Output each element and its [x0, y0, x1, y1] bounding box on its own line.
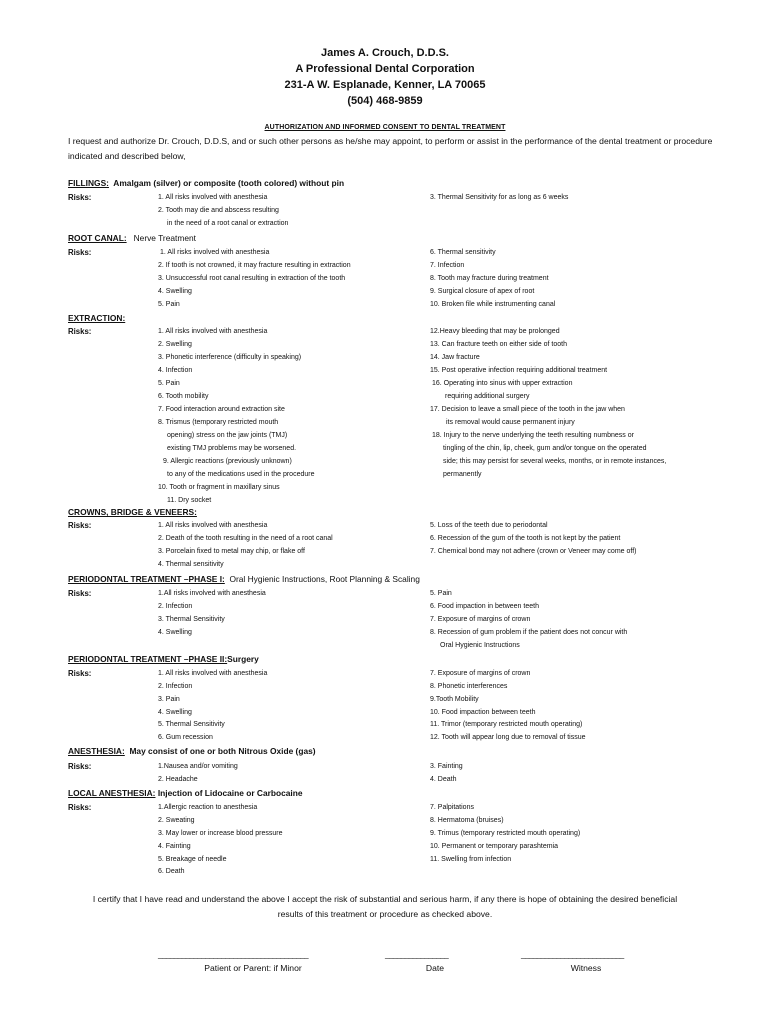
risk-item: 5. Loss of the teeth due to periodontal	[430, 522, 548, 529]
risk-item: 4. Swelling	[158, 288, 192, 295]
risk-item: 1.All risks involved with anesthesia	[158, 590, 266, 597]
risk-item: 2. Infection	[158, 603, 193, 610]
risk-item: 4. Infection	[158, 367, 193, 374]
risk-item: 7. Food interaction around extraction site	[158, 406, 285, 413]
phone: (504) 468-9859	[347, 95, 423, 107]
risk-item: 4. Fainting	[158, 843, 191, 850]
intro-paragraph: I request and authorize Dr. Crouch, D.D.S, and or such other persons as he/she may appoint, to perform or assist in the performance of the dental treatment or procedure indicated and described below,	[68, 136, 713, 161]
section-heading-local-anesthesia: LOCAL ANESTHESIA: Injection of Lidocaine or Carbocaine	[68, 788, 303, 798]
risk-item: 5. Thermal Sensitivity	[158, 721, 225, 728]
risk-item: in the need of a root canal or extraction	[167, 220, 289, 227]
risk-item: tingling of the chin, lip, cheek, gum and/or tongue on the operated	[443, 445, 647, 452]
risk-item: 3. Pain	[158, 696, 180, 703]
risk-item: 3. Fainting	[430, 763, 463, 770]
risk-item: 5. Breakage of needle	[158, 856, 227, 863]
risk-item: 7. Infection	[430, 262, 465, 269]
risk-item: Oral Hygienic Instructions	[440, 642, 520, 649]
risk-item: 6. Gum recession	[158, 734, 213, 741]
patient-signature-line[interactable]: ______________________________________	[158, 950, 309, 959]
risk-item: 9. Allergic reactions (previously unknown)	[163, 458, 292, 465]
risk-item: 12. Tooth will appear long due to removal of tissue	[430, 734, 586, 741]
risk-item: 3. Porcelain fixed to metal may chip, or flake off	[158, 548, 305, 555]
risk-item: 4. Thermal sensitivity	[158, 561, 224, 568]
risk-item: permanently	[443, 471, 482, 478]
risks-label: Risks:	[68, 521, 92, 530]
doctor-name: James A. Crouch, D.D.S.	[321, 47, 449, 59]
risk-item: 8. Trismus (temporary restricted mouth	[158, 419, 279, 426]
risk-item: 8. Phonetic interferences	[430, 683, 508, 690]
risk-item: 2. Death of the tooth resulting in the need of a root canal	[158, 535, 333, 542]
risk-item: 2. Infection	[158, 683, 193, 690]
risk-item: 2. Sweating	[158, 817, 195, 824]
address: 231-A W. Esplanade, Kenner, LA 70065	[284, 79, 486, 91]
risk-item: 6. Tooth mobility	[158, 393, 209, 400]
risk-item: 8. Hermatoma (bruises)	[430, 817, 504, 824]
document-title: AUTHORIZATION AND INFORMED CONSENT TO DENTAL TREATMENT	[264, 124, 506, 131]
risk-item: 5. Pain	[430, 590, 452, 597]
witness-signature-line[interactable]: __________________________	[521, 950, 624, 959]
date-signature-line[interactable]: ________________	[385, 950, 449, 959]
risk-item: 6. Thermal sensitivity	[430, 249, 496, 256]
risk-item: 16. Operating into sinus with upper extraction	[432, 380, 573, 387]
risk-item: 3. Unsuccessful root canal resulting in extraction of the tooth	[158, 275, 346, 282]
risk-item: 15. Post operative infection requiring additional treatment	[430, 367, 608, 374]
risk-item: 1.Allergic reaction to anesthesia	[158, 804, 258, 811]
risk-item: 14. Jaw fracture	[430, 354, 480, 361]
risk-item: 12.Heavy bleeding that may be prolonged	[430, 328, 560, 335]
risk-item: 7. Exposure of margins of crown	[430, 670, 531, 677]
risk-item: 2. Headache	[158, 776, 198, 783]
risk-item: 8. Tooth may fracture during treatment	[430, 275, 549, 282]
risk-item: 3. Thermal Sensitivity	[158, 616, 225, 623]
risk-item: 1. All risks involved with anesthesia	[158, 328, 268, 335]
risk-item: 6. Death	[158, 868, 185, 875]
risk-item: 11. Swelling from infection	[430, 856, 512, 863]
risk-item: 10. Broken file while instrumenting canal	[430, 301, 556, 308]
risk-item: 10. Tooth or fragment in maxillary sinus	[158, 484, 280, 491]
risk-item: 1. All risks involved with anesthesia	[158, 670, 268, 677]
section-heading-fillings: FILLINGS: Amalgam (silver) or composite (tooth colored) without pin	[68, 178, 345, 188]
risk-item: 9.Tooth Mobility	[430, 696, 479, 703]
risk-item: 1. All risks involved with anesthesia	[158, 194, 268, 201]
risk-item: 3. Phonetic interference (difficulty in speaking)	[158, 354, 302, 361]
section-heading-extraction: EXTRACTION:	[68, 313, 126, 323]
risk-item: 10. Permanent or temporary parashtemia	[430, 843, 559, 850]
company-name: A Professional Dental Corporation	[295, 63, 475, 75]
section-heading-anesthesia: ANESTHESIA: May consist of one or both Nitrous Oxide (gas)	[68, 746, 316, 756]
risk-item: 1.Nausea and/or vomiting	[158, 763, 238, 770]
risk-item: 6. Recession of the gum of the tooth is not kept by the patient	[430, 535, 621, 542]
risk-item: 9. Surgical closure of apex of root	[430, 288, 535, 295]
section-heading-perio-phase-1: PERIODONTAL TREATMENT –PHASE I: Oral Hygienic Instructions, Root Planning & Scaling	[68, 574, 420, 584]
section-heading-perio-phase-2: PERIODONTAL TREATMENT –PHASE II:Surgery	[68, 654, 259, 664]
risk-item: 4. Death	[430, 776, 457, 783]
risk-item: 18. Injury to the nerve underlying the teeth resulting numbness or	[432, 432, 634, 439]
risk-item: 13. Can fracture teeth on either side of tooth	[430, 341, 567, 348]
risks-label: Risks:	[68, 327, 92, 336]
risk-item: opening) stress on the jaw joints (TMJ)	[167, 432, 288, 439]
risks-label: Risks:	[68, 193, 92, 202]
risk-item: 1. All risks involved with anesthesia	[160, 249, 270, 256]
risk-item: 4. Swelling	[158, 629, 192, 636]
risk-item: 7. Chemical bond may not adhere (crown or Veneer may come off)	[430, 548, 637, 555]
risk-item: side; this may persist for several weeks, months, or in remote instances,	[443, 458, 667, 465]
risk-item: requiring additional surgery	[445, 393, 530, 400]
risk-item: 5. Pain	[158, 380, 180, 387]
risks-label: Risks:	[68, 248, 92, 257]
section-heading-root-canal: ROOT CANAL: Nerve Treatment	[68, 233, 196, 243]
risk-item: 10. Food impaction between teeth	[430, 709, 536, 716]
risks-label: Risks:	[68, 669, 92, 678]
risk-item: 2. Swelling	[158, 341, 192, 348]
risk-item: 3. Thermal Sensitivity for as long as 6 weeks	[430, 194, 569, 201]
risk-item: 3. May lower or increase blood pressure	[158, 830, 283, 837]
risks-label: Risks:	[68, 762, 92, 771]
risk-item: 1. All risks involved with anesthesia	[158, 522, 268, 529]
risk-item: its removal would cause permanent injury	[446, 419, 575, 426]
patient-signature-label: Patient or Parent: if Minor	[204, 963, 302, 973]
risk-item: 11. Trimor (temporary restricted mouth operating)	[430, 721, 583, 728]
risk-item: 2. If tooth is not crowned, it may fracture resulting in extraction	[158, 262, 351, 269]
risk-item: 8. Recession of gum problem if the patient does not concur with	[430, 629, 628, 636]
risks-label: Risks:	[68, 803, 92, 812]
risk-item: 6. Food impaction in between teeth	[430, 603, 539, 610]
risk-item: 11. Dry socket	[167, 497, 212, 504]
risks-label: Risks:	[68, 589, 92, 598]
risk-item: 9. Trimus (temporary restricted mouth operating)	[430, 830, 581, 837]
risk-item: 5. Pain	[158, 301, 180, 308]
risk-item: existing TMJ problems may be worsened.	[167, 445, 297, 452]
risk-item: 4. Swelling	[158, 709, 192, 716]
date-signature-label: Date	[425, 963, 445, 973]
risk-item: to any of the medications used in the procedure	[167, 471, 315, 478]
witness-signature-label: Witness	[570, 963, 602, 973]
section-heading-crowns: CROWNS, BRIDGE & VENEERS:	[68, 507, 197, 517]
certification-text: I certify that I have read and understand the above I accept the risk of substantial and serious harm, if any there is hope of obtaining the desired beneficial results of this treatment or procedure as checked above.	[92, 894, 678, 919]
risk-item: 7. Palpitations	[430, 804, 474, 811]
risk-item: 7. Exposure of margins of crown	[430, 616, 531, 623]
risk-item: 2. Tooth may die and abscess resulting	[158, 207, 279, 214]
risk-item: 17. Decision to leave a small piece of the tooth in the jaw when	[430, 406, 625, 413]
